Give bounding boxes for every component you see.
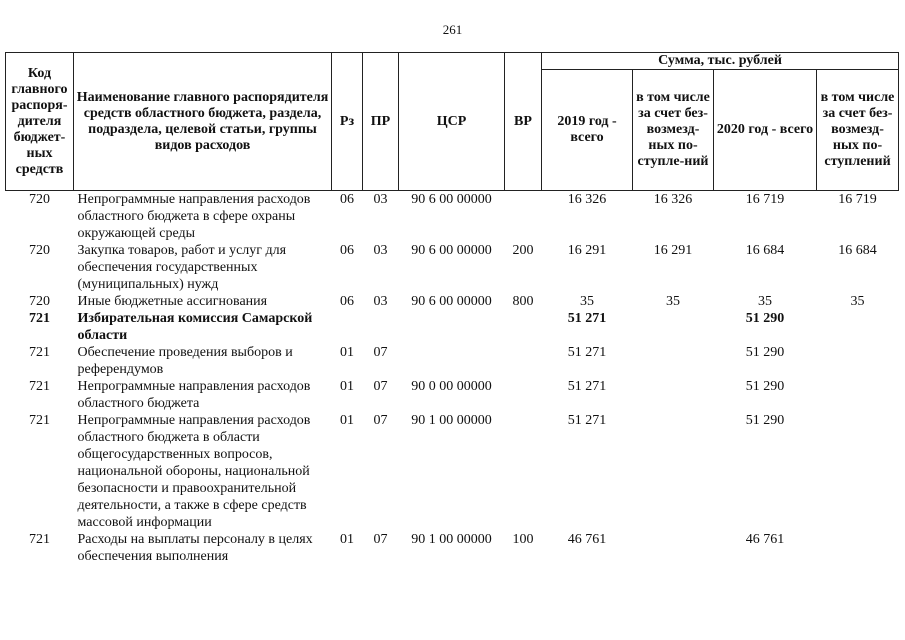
cell-name: Обеспечение проведения выборов и референдумов <box>77 345 293 377</box>
cell-free-2020 <box>817 344 899 378</box>
cell-vr: 800 <box>512 294 534 309</box>
cell-name: Закупка товаров, работ и услуг для обеспечения государственных (муниципальных) нужд <box>77 243 287 292</box>
cell-vr <box>505 191 542 243</box>
cell-free-2019 <box>633 310 714 344</box>
cell-sum-2019: 51 271 <box>567 311 607 326</box>
cell-code: 720 <box>29 243 50 258</box>
table-row <box>6 293 899 310</box>
cell-vr <box>505 412 542 531</box>
header-2020-free: в том числе за счет без-возмезд-ных по-ступлений <box>817 70 899 191</box>
cell-name: Непрограммные направления расходов областного бюджета в сфере охраны окружающей среды <box>77 192 311 241</box>
cell-free-2019 <box>633 378 714 412</box>
cell-sum-2020: 51 290 <box>745 379 785 394</box>
cell-code: 721 <box>29 311 50 326</box>
header-2019-total: 2019 год - всего <box>542 70 633 191</box>
cell-vr <box>505 310 542 344</box>
table-row <box>6 344 899 378</box>
table-row <box>6 242 899 293</box>
header-sum-group: Сумма, тыс. рублей <box>542 53 899 70</box>
cell-rz: 06 <box>340 294 354 309</box>
cell-csr: 90 1 00 00000 <box>411 532 492 547</box>
cell-code: 721 <box>29 345 50 360</box>
cell-rz: 06 <box>340 243 354 258</box>
cell-sum-2019: 16 326 <box>567 192 607 207</box>
cell-free-2020: 35 <box>850 294 865 309</box>
cell-rz: 01 <box>340 413 354 428</box>
cell-sum-2019: 46 761 <box>567 532 607 547</box>
page-number: 261 <box>442 22 463 37</box>
cell-rz: 06 <box>340 192 354 207</box>
cell-sum-2020: 35 <box>758 294 772 309</box>
table-row-total <box>6 310 899 344</box>
header-2020-total: 2020 год - всего <box>714 70 817 191</box>
cell-rz <box>332 310 363 344</box>
cell-csr <box>399 310 505 344</box>
cell-pr: 03 <box>373 192 388 207</box>
cell-sum-2020: 51 290 <box>745 345 785 360</box>
cell-sum-2020: 16 684 <box>745 243 785 258</box>
header-code: Код главного распоря-дителя бюджет-ных средств <box>6 53 74 191</box>
cell-free-2020: 16 684 <box>838 243 877 258</box>
cell-sum-2020: 51 290 <box>745 311 785 326</box>
cell-rz: 01 <box>340 532 354 547</box>
cell-csr: 90 6 00 00000 <box>411 243 492 258</box>
cell-csr: 90 6 00 00000 <box>411 192 492 207</box>
cell-sum-2019: 51 271 <box>567 345 607 360</box>
cell-csr <box>399 344 505 378</box>
cell-csr: 90 0 00 00000 <box>411 379 492 394</box>
cell-sum-2019: 51 271 <box>567 379 607 394</box>
cell-vr: 200 <box>512 243 534 258</box>
cell-sum-2019: 35 <box>580 294 594 309</box>
cell-name: Непрограммные направления расходов областного бюджета в области общегосударственных вопросов, национальной обороны, национальной безопасности и правоохранительной деятельности, а также в сфере средств массовой информации <box>77 413 311 530</box>
table-row <box>6 191 899 243</box>
cell-csr: 90 6 00 00000 <box>411 294 492 309</box>
cell-free-2019 <box>633 412 714 531</box>
cell-name: Расходы на выплаты персоналу в целях обеспечения выполнения <box>77 532 313 564</box>
cell-vr: 100 <box>512 532 534 547</box>
header-name: Наименование главного распорядителя средств областного бюджета, раздела, подраздела, целевой статьи, группы видов расходов <box>74 53 332 191</box>
cell-sum-2020: 51 290 <box>745 413 785 428</box>
cell-pr: 03 <box>373 294 388 309</box>
budget-table <box>5 52 899 565</box>
cell-csr: 90 1 00 00000 <box>411 413 492 428</box>
cell-vr <box>505 344 542 378</box>
cell-name: Избирательная комиссия Самарской области <box>77 311 313 343</box>
cell-free-2020 <box>817 310 899 344</box>
header-2019-free: в том числе за счет без-возмезд-ных по-ступле-ний <box>633 70 714 191</box>
cell-sum-2019: 16 291 <box>567 243 607 258</box>
cell-free-2019 <box>633 344 714 378</box>
cell-pr: 03 <box>373 243 388 258</box>
cell-free-2019: 16 326 <box>653 192 693 207</box>
table-row <box>6 531 899 565</box>
cell-code: 721 <box>29 532 50 547</box>
cell-pr: 07 <box>373 345 388 360</box>
cell-vr <box>505 378 542 412</box>
cell-free-2019 <box>633 531 714 565</box>
cell-pr: 07 <box>373 413 388 428</box>
cell-free-2019: 16 291 <box>653 243 693 258</box>
cell-pr: 07 <box>373 379 388 394</box>
cell-pr: 07 <box>373 532 388 547</box>
cell-free-2020: 16 719 <box>838 192 877 207</box>
cell-free-2020 <box>817 412 899 531</box>
cell-sum-2020: 16 719 <box>745 192 785 207</box>
cell-name: Непрограммные направления расходов областного бюджета <box>77 379 311 411</box>
cell-code: 720 <box>29 294 50 309</box>
cell-code: 720 <box>29 192 50 207</box>
cell-sum-2020: 46 761 <box>745 532 785 547</box>
cell-code: 721 <box>29 379 50 394</box>
cell-free-2020 <box>817 378 899 412</box>
header-rz: Рз <box>332 53 363 191</box>
cell-free-2019: 35 <box>666 294 680 309</box>
table-row <box>6 378 899 412</box>
cell-sum-2019: 51 271 <box>567 413 607 428</box>
cell-rz: 01 <box>340 345 354 360</box>
header-vr: ВР <box>505 53 542 191</box>
cell-free-2020 <box>817 531 899 565</box>
header-pr: ПР <box>363 53 399 191</box>
cell-code: 721 <box>29 413 50 428</box>
table-row <box>6 412 899 531</box>
cell-name: Иные бюджетные ассигнования <box>77 294 268 309</box>
header-csr: ЦСР <box>399 53 505 191</box>
cell-pr <box>363 310 399 344</box>
cell-rz: 01 <box>340 379 354 394</box>
